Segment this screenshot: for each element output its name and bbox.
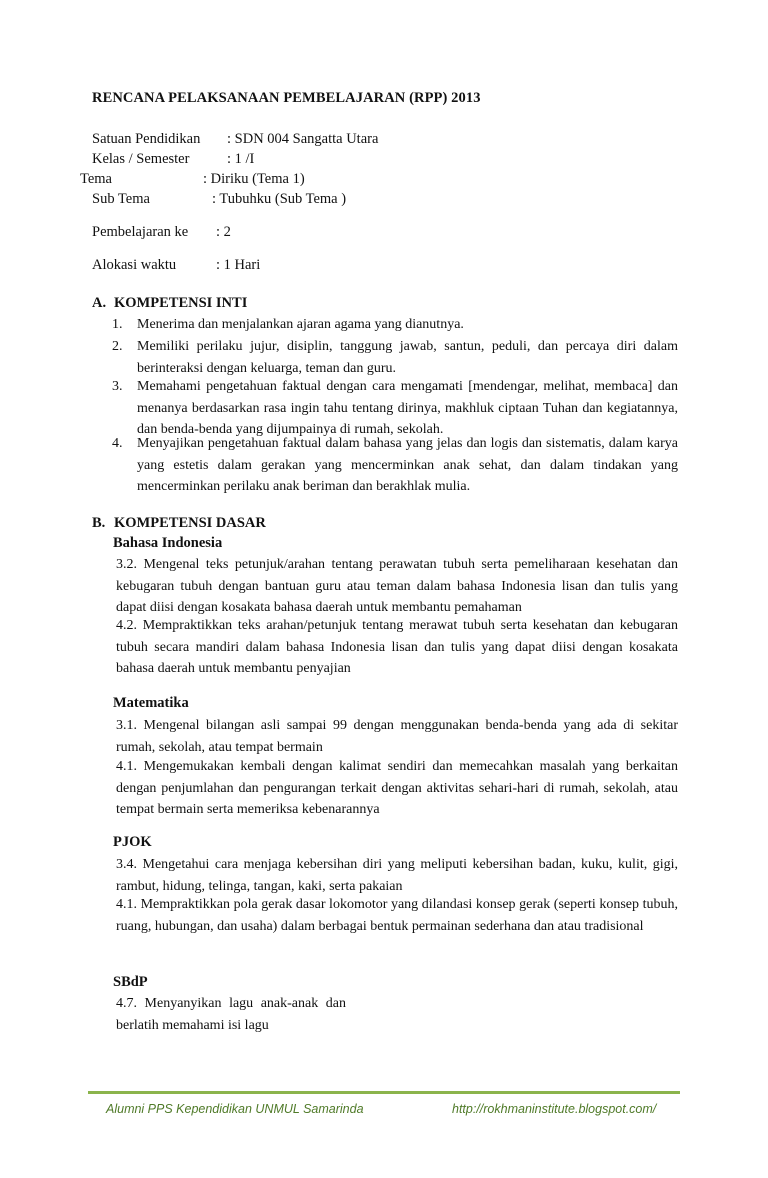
footer-divider bbox=[88, 1091, 680, 1094]
ki-item-3 bbox=[112, 376, 678, 441]
footer-left: Alumni PPS Kependidikan UNMUL Samarinda bbox=[106, 1102, 364, 1116]
ki-item-2 bbox=[112, 336, 678, 379]
info-value: : 1 /I bbox=[227, 151, 255, 167]
subject-matematika: Matematika bbox=[113, 695, 189, 711]
ki-text: Memahami pengetahuan faktual dengan cara mengamati [mendengar, melihat, membaca] dan menanya berdasarkan rasa ingin tahu tentang dirinya, makhluk ciptaan Tuhan dan kegiatannya, dan benda-benda yang dijumpainya di rumah, sekolah. bbox=[137, 379, 678, 438]
info-label: Satuan Pendidikan bbox=[92, 131, 201, 147]
info-label: Kelas / Semester bbox=[92, 151, 190, 167]
footer-right: http://rokhmaninstitute.blogspot.com/ bbox=[452, 1102, 657, 1116]
kd-item: 4.2. Mempraktikkan teks arahan/petunjuk tentang merawat tubuh serta kesehatan dan kebugaran tubuh secara mandiri dalam bahasa Indonesia lisan dan tulis yang dapat diisi dengan kosakata bahasa daerah untuk membantu penyajian bbox=[116, 618, 678, 677]
kd-item: 3.1. Mengenal bilangan asli sampai 99 dengan menggunakan benda-benda yang ada di sekitar rumah, sekolah, atau tempat bermain bbox=[116, 718, 678, 755]
info-label: Sub Tema bbox=[92, 191, 150, 207]
info-value: : 2 bbox=[216, 224, 231, 240]
section-a-heading bbox=[92, 295, 247, 312]
kd-item: 4.1. Mengemukakan kembali dengan kalimat sendiri dan memecahkan masalah yang berkaitan dengan penjumlahan dan pengurangan terkait dengan aktivitas sehari-hari di rumah, sekolah, atau tempat bermain serta memeriksa kebenarannya bbox=[116, 759, 678, 818]
ki-number: 2. bbox=[112, 339, 123, 354]
info-label: Alokasi waktu bbox=[92, 257, 177, 273]
section-b-heading bbox=[92, 515, 266, 532]
info-label: Pembelajaran ke bbox=[92, 224, 189, 240]
ki-text: Menerima dan menjalankan ajaran agama yang dianutnya. bbox=[137, 317, 464, 332]
section-letter: A. bbox=[92, 295, 107, 311]
info-value: : 1 Hari bbox=[216, 257, 261, 273]
subject-pjok: PJOK bbox=[113, 834, 152, 850]
kd-item: 3.4. Mengetahui cara menjaga kebersihan diri yang meliputi kebersihan badan, kuku, kulit, gigi, rambut, hidung, telinga, tangan, kaki, serta pakaian bbox=[116, 857, 678, 894]
info-label: Tema bbox=[80, 171, 112, 187]
info-value: : Diriku (Tema 1) bbox=[203, 171, 305, 187]
ki-item-4 bbox=[112, 433, 678, 498]
ki-text: Memiliki perilaku jujur, disiplin, tanggung jawab, santun, peduli, dan percaya diri dalam berinteraksi dengan keluarga, teman dan guru. bbox=[137, 339, 678, 376]
ki-item-1 bbox=[112, 314, 678, 336]
section-letter: B. bbox=[92, 515, 106, 531]
ki-number: 4. bbox=[112, 436, 123, 451]
info-value: : Tubuhku (Sub Tema ) bbox=[212, 191, 347, 207]
ki-text: Menyajikan pengetahuan faktual dalam bahasa yang jelas dan logis dan sistematis, dalam karya yang estetis dalam gerakan yang mencerminkan anak sehat, dan dalam tindakan yang mencerminkan perilaku anak beriman dan berakhlak mulia. bbox=[137, 436, 678, 495]
kd-item: 3.2. Mengenal teks petunjuk/arahan tentang perawatan tubuh serta pemeliharaan kesehatan dan kebugaran tubuh dengan bantuan guru atau teman dalam bahasa Indonesia lisan dan tulis yang dapat diisi dengan kosakata bahasa daerah untuk membantu pemahaman bbox=[116, 557, 678, 616]
subject-bahasa-indonesia: Bahasa Indonesia bbox=[113, 535, 223, 551]
document-title: RENCANA PELAKSANAAN PEMBELAJARAN (RPP) 2013 bbox=[92, 90, 481, 106]
kd-item: 4.7. Menyanyikan lagu anak-anak dan berlatih memahami isi lagu bbox=[116, 996, 346, 1033]
section-title: KOMPETENSI DASAR bbox=[114, 515, 266, 531]
subject-sbdp: SBdP bbox=[113, 974, 148, 990]
kd-item: 4.1. Mempraktikkan pola gerak dasar lokomotor yang dilandasi konsep gerak (seperti konsep tubuh, ruang, hubungan, dan usaha) dalam berbagai bentuk permainan sederhana dan atau tradisional bbox=[116, 897, 678, 934]
ki-number: 3. bbox=[112, 379, 123, 394]
info-value: : SDN 004 Sangatta Utara bbox=[227, 131, 379, 147]
section-title: KOMPETENSI INTI bbox=[114, 295, 248, 311]
ki-number: 1. bbox=[112, 317, 123, 332]
